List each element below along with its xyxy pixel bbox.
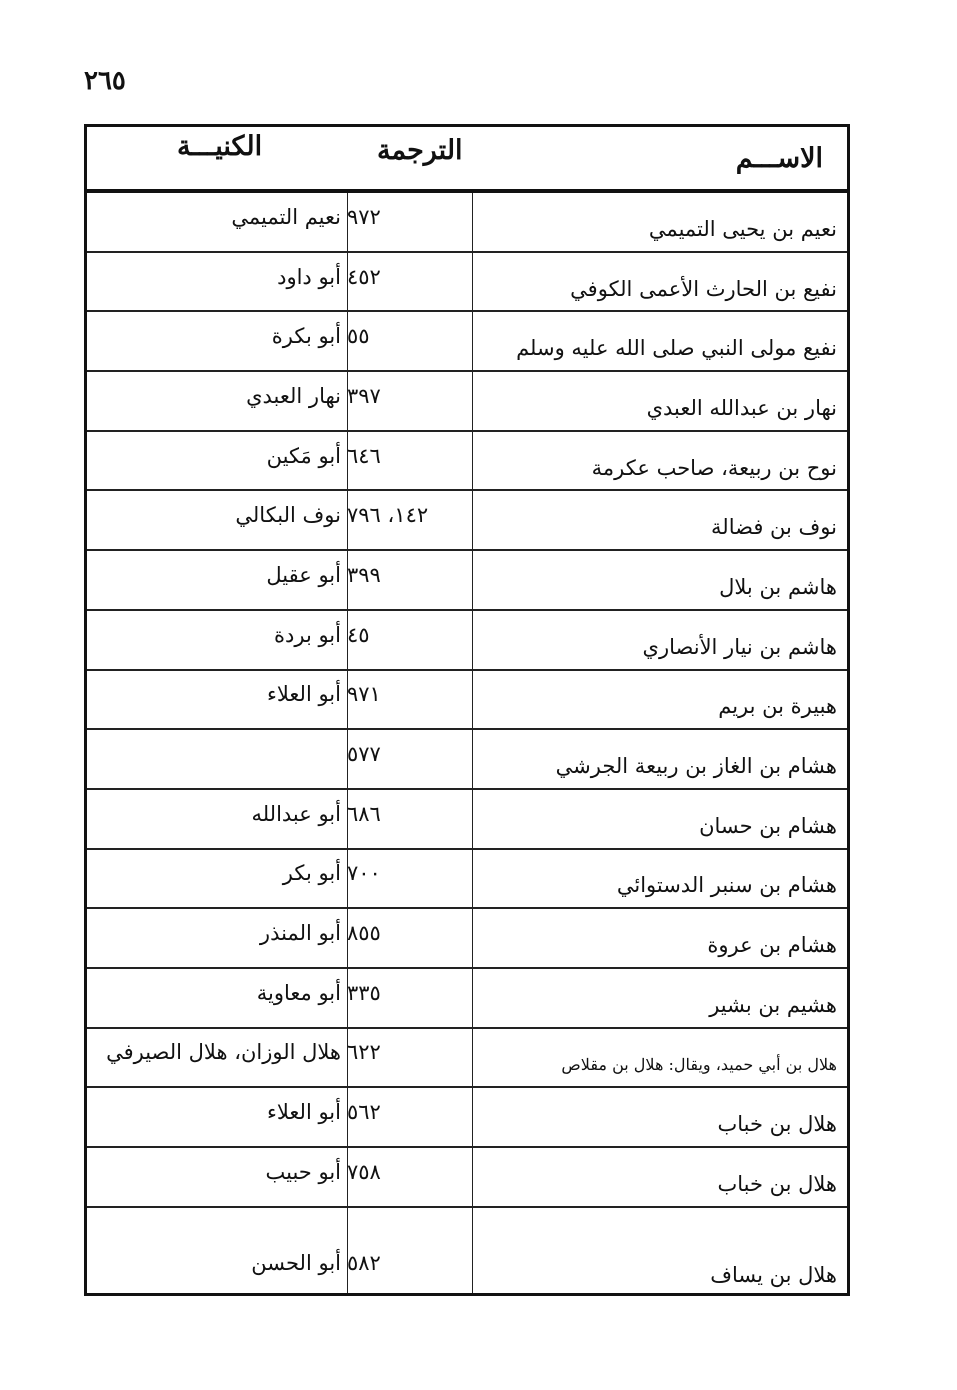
cell-kunya: أبو الحسن xyxy=(251,1250,341,1275)
cell-name: نعيم بن يحيى التميمي xyxy=(648,216,837,241)
cell-kunya xyxy=(87,730,347,788)
cell-name: نوف بن فضالة xyxy=(711,515,837,540)
cell-name: هبيرة بن بريم xyxy=(718,694,837,719)
cell-kunya: أبو مَكين xyxy=(266,443,341,468)
table-row xyxy=(87,671,847,731)
cell-translation: ٣٣٥ xyxy=(347,980,381,1005)
table-header xyxy=(87,127,847,193)
cell-kunya: أبو داود xyxy=(277,264,341,289)
cell-kunya: أبو عبدالله xyxy=(251,801,341,826)
table-row xyxy=(87,1208,847,1296)
cell-kunya: أبو حبيب xyxy=(265,1159,341,1184)
cell-name: هشام بن حسان xyxy=(699,813,837,838)
cell-kunya: أبو بكر xyxy=(282,861,341,886)
table-row xyxy=(87,193,847,253)
table-row xyxy=(87,312,847,372)
cell-name: هلال بن أبي حميد، ويقال: هلال بن مقلاص xyxy=(561,1054,837,1074)
cell-kunya: نهار العبدي xyxy=(246,383,341,408)
table-row xyxy=(87,969,847,1029)
table-row xyxy=(87,790,847,850)
cell-translation: ٦٢٢ xyxy=(347,1040,381,1065)
table-row xyxy=(87,491,847,551)
cell-name: نوح بن ربيعة، صاحب عكرمة xyxy=(591,455,837,480)
cell-kunya: أبو عقيل xyxy=(266,562,341,587)
cell-kunya: أبو معاوية xyxy=(256,980,341,1005)
table-row xyxy=(87,372,847,432)
cell-name: هشام بن الغاز بن ربيعة الجرشي xyxy=(555,754,837,779)
cell-name: هلال بن خباب xyxy=(717,1112,837,1137)
cell-name: هشام بن عروة xyxy=(707,933,837,958)
table-row xyxy=(87,850,847,910)
cell-name: هلال بن خباب xyxy=(717,1171,837,1196)
cell-translation: ٨٥٥ xyxy=(347,921,381,946)
cell-translation: ٧٥٨ xyxy=(347,1159,381,1184)
cell-name: هاشم بن نيار الأنصاري xyxy=(642,634,837,659)
table-row xyxy=(87,551,847,611)
cell-translation: ٥٧٧ xyxy=(347,742,381,767)
cell-name: نفيع مولى النبي صلى الله عليه وسلم xyxy=(516,336,837,361)
cell-translation: ٤٥٢ xyxy=(347,264,381,289)
page-number: ٢٦٥ xyxy=(84,66,126,96)
table-body xyxy=(87,193,847,1293)
header-name: الاســـم xyxy=(735,143,823,174)
table-row xyxy=(87,432,847,492)
cell-kunya: أبو بكرة xyxy=(271,324,341,349)
header-translation: الترجمة xyxy=(377,135,463,166)
cell-translation: ٣٩٩ xyxy=(347,562,381,587)
cell-name: هاشم بن بلال xyxy=(719,574,837,599)
cell-translation: ٩٧١ xyxy=(347,682,381,707)
cell-kunya: نعيم التميمي xyxy=(231,204,341,229)
cell-kunya: أبو العلاء xyxy=(267,1100,341,1125)
cell-name: نهار بن عبدالله العبدي xyxy=(646,395,837,420)
cell-translation: ٥٦٢ xyxy=(347,1100,381,1125)
cell-kunya: أبو بردة xyxy=(274,622,341,647)
cell-name: هلال بن يساف xyxy=(710,1262,837,1287)
cell-kunya: أبو المنذر xyxy=(259,921,341,946)
table-row xyxy=(87,1088,847,1148)
cell-translation: ٩٧٢ xyxy=(347,204,381,229)
cell-translation: ٦٤٦ xyxy=(347,443,381,468)
cell-name: هشيم بن بشير xyxy=(709,992,837,1017)
cell-translation: ٤٥ xyxy=(347,622,370,647)
cell-translation: ٥٥ xyxy=(347,324,370,349)
index-table xyxy=(84,124,850,1296)
table-row xyxy=(87,611,847,671)
table-row xyxy=(87,1148,847,1208)
table-row xyxy=(87,253,847,313)
cell-kunya: هلال الوزان، هلال الصيرفي xyxy=(106,1040,341,1065)
cell-name: نفيع بن الحارث الأعمى الكوفي xyxy=(570,276,837,301)
table-row xyxy=(87,909,847,969)
cell-translation: ٣٩٧ xyxy=(347,383,381,408)
cell-name: هشام بن سنبر الدستوائي xyxy=(616,873,837,898)
cell-translation: ٦٨٦ xyxy=(347,801,381,826)
cell-translation: ٧٠٠ xyxy=(347,861,381,886)
cell-kunya: أبو العلاء xyxy=(267,682,341,707)
cell-translation: ٥٨٢ xyxy=(347,1250,381,1275)
header-kunya: الكنيـــة xyxy=(177,131,263,162)
table-row xyxy=(87,730,847,790)
cell-kunya: نوف البكالي xyxy=(235,503,341,528)
table-row xyxy=(87,1029,847,1089)
cell-translation: ١٤٢، ٧٩٦ xyxy=(347,503,429,528)
